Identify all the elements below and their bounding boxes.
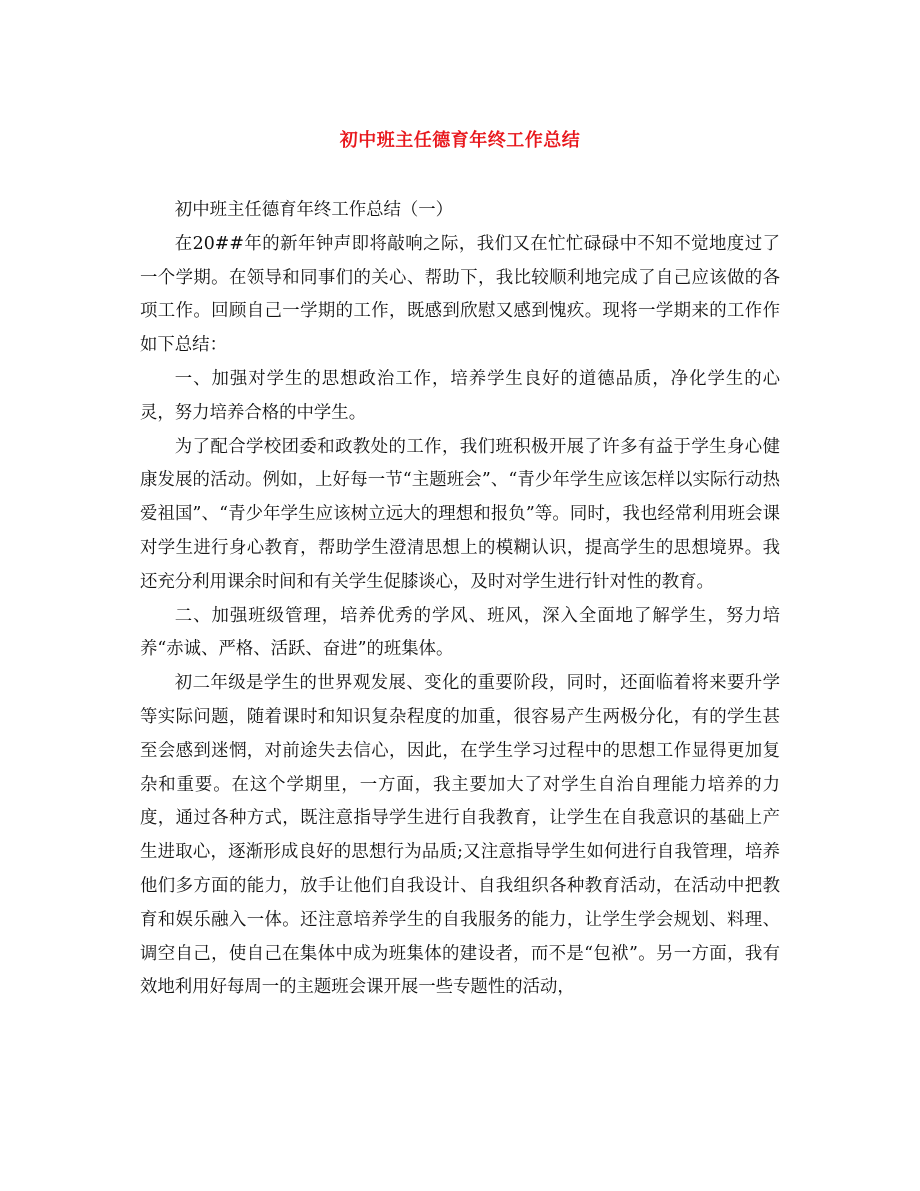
document-title: 初中班主任德育年终工作总结 xyxy=(339,130,581,151)
document-body xyxy=(140,194,780,1005)
paragraph: 在20##年的新年钟声即将敲响之际，我们又在忙忙碌碌中不知不觉地度过了一个学期。在领导和同事们的关心、帮助下，我比较顺利地完成了自己应该做的各项工作。回顾自己一学期的工作，既感到欣慰又感到愧疚。现将一学期来的工作作如下总结： xyxy=(140,233,780,356)
paragraph-subtitle: 初中班主任德育年终工作总结（一） xyxy=(174,200,454,220)
paragraph: 初二年级是学生的世界观发展、变化的重要阶段，同时，还面临着将来要升学等实际问题，随着课时和知识复杂程度的加重，很容易产生两极分化，有的学生甚至会感到迷惘，对前途失去信心，因此，在学生学习过程中的思想工作显得更加复杂和重要。在这个学期里，一方面，我主要加大了对学生自治自理能力培养的力度，通过各种方式，既注意指导学生进行自我教育，让学生在自我意识的基础上产生进取心，逐渐形成良好的思想行为品质;又注意指导学生如何进行自我管理，培养他们多方面的能力，放手让他们自我设计、自我组织各种教育活动，在活动中把教育和娱乐融入一体。还注意培养学生的自我服务的能力，让学生学会规划、料理、调空自己，使自己在集体中成为班集体的建设者，而不是“包袱”。另一方面，我有效地利用好每周一的主题班会课开展一些专题性的活动， xyxy=(140,673,780,998)
paragraph-heading: 一、加强对学生的思想政治工作，培养学生良好的道德品质，净化学生的心灵，努力培养合格的中学生。 xyxy=(140,368,780,423)
paragraph-heading: 二、加强班级管理，培养优秀的学风、班风，深入全面地了解学生，努力培养“赤诚、严格、活跃、奋进”的班集体。 xyxy=(140,605,780,660)
paragraph: 为了配合学校团委和政教处的工作，我们班积极开展了许多有益于学生身心健康发展的活动。例如，上好每一节“主题班会”、“青少年学生应该怎样以实际行动热爱祖国”、“青少年学生应该树立远大的理想和报负”等。同时，我也经常利用班会课对学生进行身心教育，帮助学生澄清思想上的模糊认识，提高学生的思想境界。我还充分利用课余时间和有关学生促膝谈心，及时对学生进行针对性的教育。 xyxy=(140,436,780,592)
